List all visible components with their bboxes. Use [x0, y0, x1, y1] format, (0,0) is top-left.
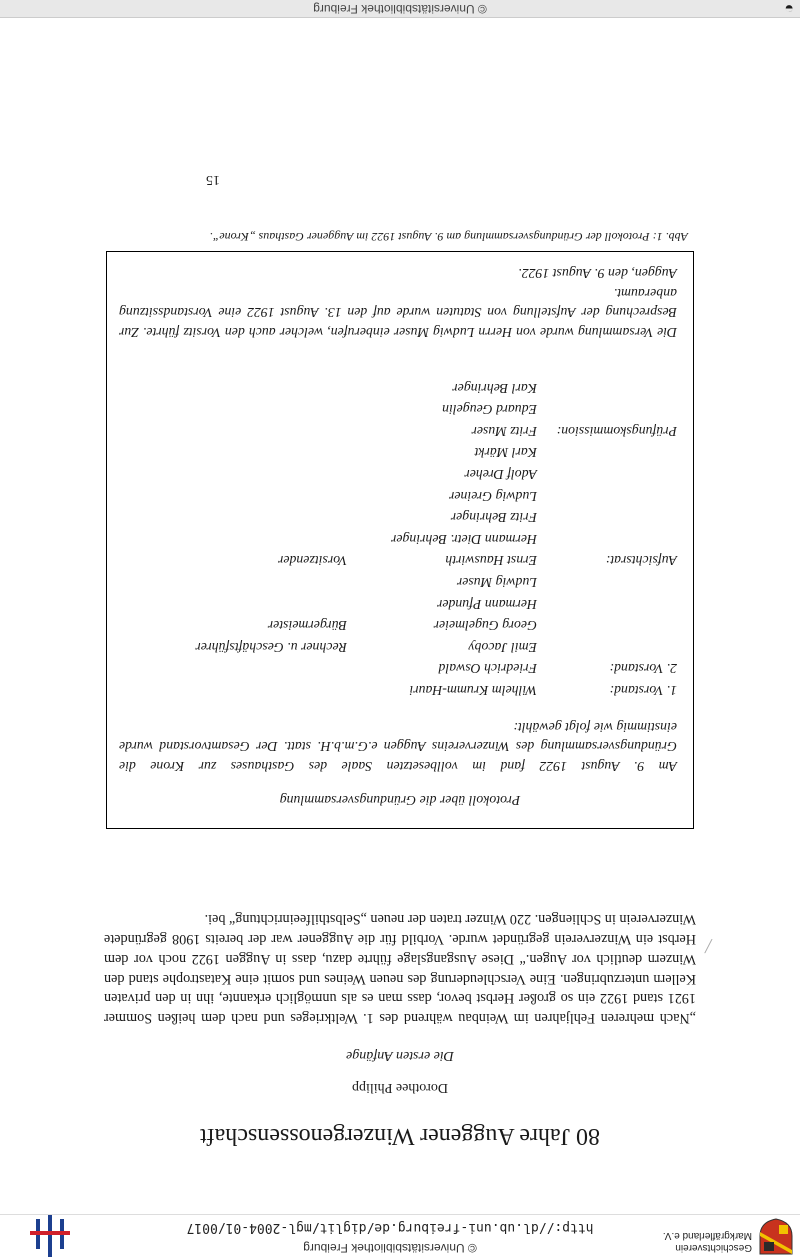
pen-mark: ╱ [704, 939, 712, 953]
society-line-2: Markgräflerland e.V. [662, 1230, 752, 1241]
protocol-member-name: Friedrich Oswald [438, 661, 537, 677]
protocol-member-name: Karl Behringer [452, 380, 537, 396]
protocol-member-title: Bürgermeister [267, 618, 347, 634]
society-name [663, 1229, 752, 1253]
protocol-member-name: Hermann Dietr. Behringer [391, 531, 537, 547]
page-number: 15 [206, 172, 220, 187]
protocol-row [119, 397, 677, 417]
protocol-box [106, 251, 694, 829]
footer-seal-icon: ◒ [784, 0, 794, 17]
protocol-heading: Protokoll über die Gründungsversammlung [279, 793, 521, 808]
protocol-date-line: Auggen, den 9. August 1922. [518, 266, 677, 282]
header-bar [0, 1214, 800, 1259]
copyright-text: © Universitätsbibliothek Freiburg [303, 1241, 477, 1255]
protocol-row [119, 505, 677, 525]
protocol-intro: Am 9. August 1922 fand im vollbesetzten Saale des Gasthauses zur Krone die Gründungsversammlung des Winzervereins Auggen e.G.m.b.H. statt. Der Gesamtvorstand wurde einstimmig wie folgt gewählt: [119, 719, 677, 774]
figure-caption: Abb. 1: Protokoll der Gründungsversammlung am 9. August 1922 im Auggener Gasthaus „Krone“. [209, 230, 688, 244]
protocol-row [119, 656, 677, 676]
protocol-member-name: Karl Märkt [474, 445, 537, 461]
protocol-member-name: Emil Jacoby [468, 639, 537, 655]
article-body: „Nach mehreren Fehljahren im Weinbau während des 1. Weltkrieges und nach dem heißen Sommer 1921 stand 1922 ein so großer Herbst bevor, dass man es als unmöglich erkannte, ihn in den privaten Kellern unterzubringen. Eine Verschleuderung des neuen Weines und somit eine Katastrophe stand den Winzern deutlich vor Augen.“ Diese Ausgangslage führte dazu, dass in Auggen 1922 noch vor dem Herbst ein Winzerverein gegründet wurde. Vorbild für die Auggener war der bereits 1908 gegründete Winzerverein in Schliengen. 220 Winzer traten der neuen „Selbsthilfeeinrichtung“ bei. [104, 911, 696, 1026]
article-title: 80 Jahre Auggener Winzergenossenschaft [199, 1123, 601, 1149]
section-heading: Die ersten Anfänge [346, 1048, 454, 1063]
protocol-row [119, 635, 677, 655]
protocol-member-title: Rechner u. Geschäftsführer [195, 639, 347, 655]
protocol-role: Aufsichtsrat: [605, 553, 677, 569]
protocol-row [119, 678, 677, 698]
protocol-role: 2. Vorstand: [609, 661, 677, 677]
protocol-row [119, 419, 677, 439]
protocol-row [119, 592, 677, 612]
protocol-member-title: Vorsitzender [278, 553, 347, 569]
society-seal-icon [758, 1218, 794, 1256]
footer-copyright: © Universitätsbibliothek Freiburg [313, 2, 487, 16]
protocol-row [119, 484, 677, 504]
protocol-role: Prüfungskommission: [556, 423, 677, 439]
protocol-row [119, 613, 677, 633]
protocol-member-name: Eduard Geugelin [442, 402, 537, 418]
protocol-member-name: Adolf Dreher [464, 467, 537, 482]
university-library-logo-icon [20, 1215, 80, 1257]
article-author: Dorothee Philipp [351, 1080, 449, 1095]
protocol-paragraph-2: Die Versammlung wurde von Herrn Ludwig Muser einberufen, welcher auch den Vorsitz führte. Zur Besprechung der Aufstellung von Statuten wurde auf den 13. August 1922 eine Vorstandssitzung anberaumt. [119, 285, 677, 340]
protocol-member-name: Fritz Behringer [450, 510, 537, 526]
protocol-member-name: Ludwig Greiner [448, 488, 537, 504]
document-url[interactable]: http://dl.ub.uni-freiburg.de/diglit/mgl-2004-01/0017 [186, 1220, 594, 1235]
footer-bar [0, 0, 800, 18]
protocol-closing-paragraph [119, 264, 677, 342]
protocol-row [119, 376, 677, 396]
protocol-member-name: Georg Gugelmeier [433, 618, 537, 634]
protocol-member-name: Hermann Pfunder [436, 596, 537, 612]
society-line-1: Geschichtsverein [675, 1242, 752, 1253]
protocol-row [119, 548, 677, 568]
protocol-row [119, 462, 677, 482]
library-info [130, 1220, 650, 1255]
protocol-role: 1. Vorstand: [609, 683, 677, 698]
protocol-member-name: Ludwig Muser [456, 575, 537, 590]
protocol-member-name: Fritz Muser [471, 423, 537, 439]
protocol-row [119, 527, 677, 547]
protocol-member-name: Ernst Hauswirth [445, 553, 537, 569]
protocol-row [119, 440, 677, 460]
protocol-row [119, 570, 677, 590]
protocol-member-name: Wilhelm Krumm-Hauri [409, 683, 537, 698]
